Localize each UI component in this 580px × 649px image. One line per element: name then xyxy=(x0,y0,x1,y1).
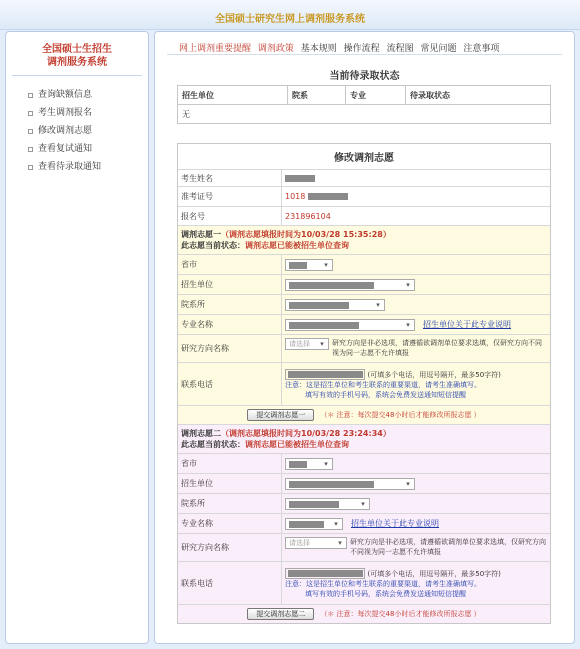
chevron-down-icon: ▾ xyxy=(376,300,380,309)
nav-notes[interactable]: 注意事项 xyxy=(463,44,500,54)
choice1-time: （调剂志愿填报时间为10/03/28 15:35:28） xyxy=(221,230,391,239)
choice2-direction-hint: 研究方向是非必选项，请遵循欲调剂单位要求选填，仅研究方向不同视为同一志愿不允许填报 xyxy=(350,538,546,556)
choice2-row-major xyxy=(178,514,550,534)
chevron-down-icon: ▾ xyxy=(320,340,324,348)
label-phone: 联系电话 xyxy=(178,562,282,604)
nav-reminder[interactable]: 网上调剂重要提醒 xyxy=(179,44,252,54)
choice2-title: 调剂志愿二 xyxy=(181,429,221,438)
choice2-row-direction xyxy=(178,534,550,562)
reg-value: 231896104 xyxy=(285,211,331,221)
choice1-row-unit xyxy=(178,275,550,295)
status-empty: 无 xyxy=(178,105,551,124)
nav-policy[interactable]: 调剂政策 xyxy=(257,44,294,54)
status-header-row xyxy=(178,86,551,105)
choice1-row-dept xyxy=(178,295,550,315)
choice1-major-select[interactable] xyxy=(285,319,415,331)
label-phone: 联系电话 xyxy=(178,363,282,405)
col-status: 待录取状态 xyxy=(406,86,551,105)
sidebar-item-modify[interactable]: 修改调剂志愿 xyxy=(28,122,148,140)
label-direction: 研究方向名称 xyxy=(178,534,282,561)
label-province: 省市 xyxy=(178,255,282,274)
col-major: 专业 xyxy=(346,86,406,105)
label-unit: 招生单位 xyxy=(178,275,282,294)
choice1-row-province xyxy=(178,255,550,275)
label-reg: 报名号 xyxy=(178,207,282,225)
choice2-phone-note2: 填写有效的手机号码，系统会免费发送通知短信提醒 xyxy=(305,589,466,598)
exam-redacted xyxy=(308,193,348,200)
label-dept: 院系所 xyxy=(178,494,282,513)
choice2-dept-select[interactable] xyxy=(285,498,370,510)
choice2-row-phone xyxy=(178,562,550,605)
choice1-title: 调剂志愿一 xyxy=(181,230,221,239)
choice1-header xyxy=(178,226,550,255)
choice2-notice: （＊ 注意：每次提交48小时后才能修改所报志愿 ） xyxy=(320,610,481,618)
choice1-row-phone xyxy=(178,363,550,406)
choice1-phone-input[interactable] xyxy=(285,369,365,380)
nav-rules[interactable]: 基本规则 xyxy=(300,44,337,54)
nav-flowchart[interactable]: 流程图 xyxy=(386,44,414,54)
col-unit: 招生单位 xyxy=(178,86,288,105)
status-table xyxy=(177,85,551,124)
row-reg xyxy=(178,207,550,226)
nav-faq[interactable]: 常见问题 xyxy=(420,44,457,54)
sidebar-menu xyxy=(6,86,148,176)
sidebar-title: 全国硕士生招生 调剂服务系统 xyxy=(42,44,112,68)
choice1-unit-select[interactable] xyxy=(285,279,415,291)
status-empty-row xyxy=(178,105,551,124)
choice2-time: （调剂志愿填报时间为10/03/28 23:24:34） xyxy=(221,429,391,438)
choice2-unit-select[interactable] xyxy=(285,478,415,490)
label-unit: 招生单位 xyxy=(178,474,282,493)
choice1-row-submit xyxy=(178,406,550,425)
sidebar-item-apply[interactable]: 考生调剂报名 xyxy=(28,104,148,122)
choice2-direction-select[interactable]: 请选择 ▾ xyxy=(285,537,347,549)
choice2-province-select[interactable] xyxy=(285,458,333,470)
chevron-down-icon: ▾ xyxy=(324,260,328,269)
choice2-row-unit xyxy=(178,474,550,494)
label-province: 省市 xyxy=(178,454,282,473)
choice2-submit-button[interactable]: 提交调剂志愿二 xyxy=(247,608,314,620)
form-title: 修改调剂志愿 xyxy=(178,144,550,170)
choice2-header xyxy=(178,425,550,454)
label-exam: 准考证号 xyxy=(178,187,282,206)
choice2-status: 调剂志愿已能被招生单位查询 xyxy=(245,440,349,449)
row-name xyxy=(178,170,550,187)
chevron-down-icon: ▾ xyxy=(361,499,365,508)
choice1-submit-button[interactable]: 提交调剂志愿一 xyxy=(247,409,314,421)
top-banner xyxy=(0,0,580,30)
choice2-row-submit xyxy=(178,605,550,623)
chevron-down-icon: ▾ xyxy=(324,459,328,468)
modify-form xyxy=(177,143,551,624)
label-direction: 研究方向名称 xyxy=(178,335,282,362)
main-panel xyxy=(154,31,575,644)
choice1-direction-select[interactable]: 请选择 ▾ xyxy=(285,338,329,350)
choice1-row-direction xyxy=(178,335,550,363)
choice1-phone-note2: 填写有效的手机号码，系统会免费发送通知短信提醒 xyxy=(305,390,466,399)
name-redacted xyxy=(285,175,315,182)
chevron-down-icon: ▾ xyxy=(406,479,410,488)
label-major: 专业名称 xyxy=(178,514,282,533)
top-nav xyxy=(179,41,503,54)
col-dept: 院系 xyxy=(288,86,346,105)
site-title: 全国硕士研究生网上调剂服务系统 xyxy=(215,14,365,25)
chevron-down-icon: ▾ xyxy=(334,519,338,528)
chevron-down-icon: ▾ xyxy=(406,280,410,289)
nav-divider xyxy=(167,54,562,55)
label-name: 考生姓名 xyxy=(178,170,282,186)
status-title: 当前待录取状态 xyxy=(329,71,400,82)
choice1-notice: （＊ 注意：每次提交48小时后才能修改所报志愿 ） xyxy=(320,411,481,419)
choice2-phone-hint: (可填多个电话，用逗号隔开，最多50字符) xyxy=(367,569,501,578)
choice2-phone-input[interactable] xyxy=(285,568,365,579)
choice1-row-major xyxy=(178,315,550,335)
exam-prefix: 1018 xyxy=(285,192,306,201)
sidebar-divider xyxy=(12,75,142,76)
choice2-phone-note1: 注意：这是招生单位和考生联系的重要渠道，请考生准确填写。 xyxy=(285,579,481,588)
choice2-major-select[interactable] xyxy=(285,518,343,530)
label-major: 专业名称 xyxy=(178,315,282,334)
sidebar-item-retest[interactable]: 查看复试通知 xyxy=(28,140,148,158)
choice1-province-select[interactable] xyxy=(285,259,333,271)
choice1-phone-note1: 注意：这是招生单位和考生联系的重要渠道，请考生准确填写。 xyxy=(285,380,481,389)
sidebar-item-admission[interactable]: 查看待录取通知 xyxy=(28,158,148,176)
choice2-major-link[interactable]: 招生单位关于此专业说明 xyxy=(351,519,439,528)
choice1-status: 调剂志愿已能被招生单位查询 xyxy=(245,241,349,250)
choice2-status-label: 此志愿当前状态： xyxy=(181,440,245,449)
choice1-status-label: 此志愿当前状态： xyxy=(181,241,245,250)
nav-process[interactable]: 操作流程 xyxy=(343,44,380,54)
sidebar-item-vacancy[interactable]: 查询缺额信息 xyxy=(28,86,148,104)
label-dept: 院系所 xyxy=(178,295,282,314)
choice1-phone-hint: (可填多个电话，用逗号隔开，最多50字符) xyxy=(367,370,501,379)
sidebar xyxy=(5,31,149,644)
choice2-row-dept xyxy=(178,494,550,514)
choice1-dept-select[interactable] xyxy=(285,299,385,311)
choice1-direction-hint: 研究方向是非必选项，请遵循欲调剂单位要求选填，仅研究方向不同视为同一志愿不允许填报 xyxy=(332,339,542,357)
chevron-down-icon: ▾ xyxy=(338,539,342,547)
row-exam xyxy=(178,187,550,207)
chevron-down-icon: ▾ xyxy=(406,320,410,329)
choice2-row-province xyxy=(178,454,550,474)
choice1-major-link[interactable]: 招生单位关于此专业说明 xyxy=(423,320,511,329)
